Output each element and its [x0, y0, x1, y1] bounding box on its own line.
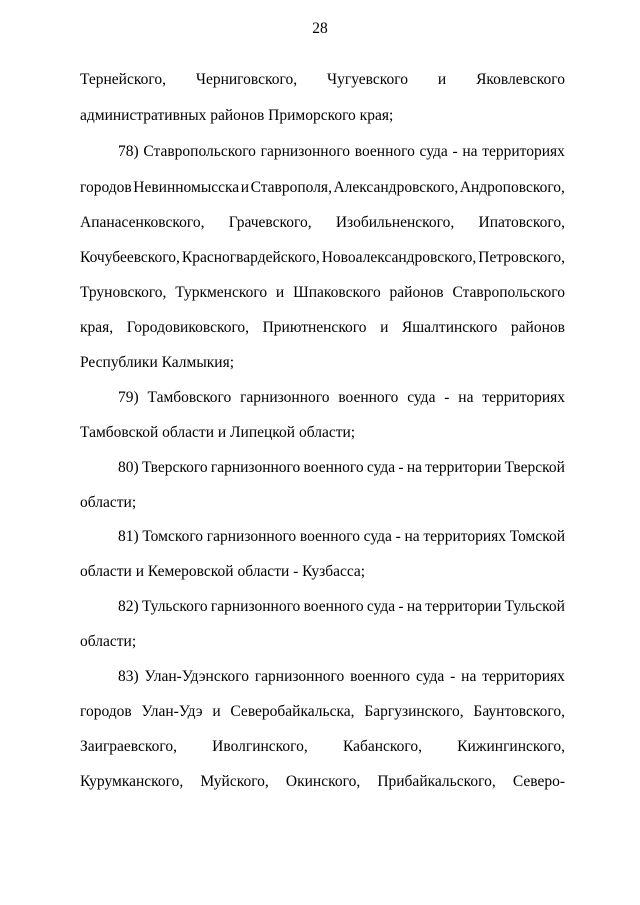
word: гарнизонного — [260, 143, 351, 160]
word: суда — [407, 389, 436, 406]
text-line — [80, 318, 565, 338]
word: на — [462, 143, 478, 160]
word: на — [406, 598, 423, 615]
word: военного — [303, 459, 364, 476]
word: Тверского — [141, 459, 208, 476]
word: Заиграевского, — [80, 738, 178, 755]
word: Невинномысска — [133, 179, 240, 196]
word: и — [380, 319, 389, 336]
word: военного — [350, 668, 411, 685]
text-line: Республики Калмыкия; — [80, 354, 235, 371]
text-line — [80, 178, 565, 198]
word: Прибайкальского, — [377, 773, 496, 790]
word: Петровского, — [478, 249, 565, 266]
word: территориях — [482, 143, 565, 160]
word: суда — [416, 668, 445, 685]
word: и — [437, 71, 447, 88]
word: Апанасенковского, — [80, 214, 205, 231]
word: 83) — [118, 668, 139, 685]
word: гарнизонного — [240, 389, 330, 406]
word: Ставрополя, — [250, 179, 332, 196]
text-line — [80, 248, 565, 268]
word: Новоалександровского, — [321, 249, 477, 266]
word: Чугуевского — [327, 71, 408, 88]
word: Туркменского — [175, 284, 268, 301]
text-line — [118, 597, 565, 617]
text-line — [80, 702, 565, 722]
word: Томского — [142, 528, 204, 545]
word: военного — [299, 528, 360, 545]
text-line — [80, 213, 565, 233]
word: территориях — [482, 668, 565, 685]
word: Городовиковского, — [126, 319, 250, 336]
word: Иволгинского, — [212, 738, 308, 755]
word: на — [458, 389, 474, 406]
word: Тернейского, — [80, 71, 166, 88]
word: военного — [303, 598, 364, 615]
word: Александровского, — [333, 179, 459, 196]
word: Ставропольского — [452, 284, 565, 301]
text-line: административных районов Приморского края; — [80, 107, 394, 124]
word: Улан-Удэ — [141, 703, 203, 720]
word: 80) — [118, 459, 139, 476]
word: - — [450, 668, 456, 685]
word: суда — [419, 143, 448, 160]
word: Яковлевского — [476, 71, 565, 88]
word: Баунтовского, — [473, 703, 565, 720]
word: Тамбовского — [147, 389, 232, 406]
word: Томской — [509, 528, 565, 545]
word: Северо- — [512, 773, 565, 790]
text-line: области; — [80, 494, 137, 511]
word: - — [398, 459, 404, 476]
word: городов — [80, 179, 132, 196]
word: 81) — [118, 528, 139, 545]
text-line — [80, 283, 565, 303]
word: на — [404, 528, 420, 545]
word: и — [212, 703, 221, 720]
word: - — [444, 389, 450, 406]
word: суда — [366, 459, 396, 476]
word: и — [240, 179, 250, 196]
word: суда — [366, 598, 396, 615]
word: Окинского, — [285, 773, 361, 790]
text-line — [80, 772, 565, 792]
text-line — [80, 737, 565, 757]
word: районов — [510, 319, 565, 336]
word: военного — [338, 389, 399, 406]
word: Кабанского, — [342, 738, 422, 755]
word: Баргузинского, — [364, 703, 464, 720]
word: Ипатовского, — [478, 214, 565, 231]
word: гарнизонного — [210, 598, 301, 615]
word: Красногвардейского, — [181, 249, 320, 266]
page-number: 28 — [312, 20, 328, 37]
text-line: области; — [80, 633, 137, 650]
word: Тверской — [504, 459, 565, 476]
word: гарнизонного — [206, 528, 297, 545]
text-line: области и Кемеровской области - Кузбасса; — [80, 563, 366, 580]
word: Труновского, — [80, 284, 167, 301]
word: Северобайкальска, — [230, 703, 355, 720]
word: городов — [80, 703, 132, 720]
word: 79) — [118, 389, 139, 406]
word: гарнизонного — [210, 459, 301, 476]
word: Кочубеевского, — [80, 249, 180, 266]
text-line — [118, 388, 565, 408]
word: военного — [354, 143, 415, 160]
text-line — [118, 458, 565, 478]
word: Приютненского — [262, 319, 367, 336]
word: - — [452, 143, 458, 160]
word: Муйского, — [200, 773, 269, 790]
word: районов — [389, 284, 444, 301]
word: на — [406, 459, 423, 476]
word: территории — [425, 598, 502, 615]
word: Андроповского, — [459, 179, 565, 196]
word: Черниговского, — [195, 71, 298, 88]
word: Яшалтинского — [401, 319, 498, 336]
word: гарнизонного — [254, 668, 345, 685]
word: и — [275, 284, 285, 301]
word: Изобильненского, — [335, 214, 455, 231]
word: Грачевского, — [228, 214, 312, 231]
text-line: Тамбовской области и Липецкой области; — [80, 424, 356, 441]
word: Тульского — [141, 598, 208, 615]
word: Шпаковского — [293, 284, 381, 301]
text-line — [118, 667, 565, 687]
word: Улан-Удэнского — [144, 668, 249, 685]
word: 78) — [118, 143, 139, 160]
word: края, — [80, 319, 114, 336]
word: Ставропольского — [143, 143, 256, 160]
word: - — [395, 528, 401, 545]
word: на — [461, 668, 477, 685]
word: Курумканского, — [80, 773, 184, 790]
word: 82) — [118, 598, 139, 615]
text-line — [80, 70, 565, 90]
word: территориях — [423, 528, 507, 545]
text-line — [118, 527, 565, 547]
word: Тульской — [504, 598, 565, 615]
word: суда — [363, 528, 392, 545]
word: территории — [425, 459, 502, 476]
text-line — [118, 142, 565, 162]
word: Кижингинского, — [457, 738, 565, 755]
word: - — [398, 598, 404, 615]
word: территориях — [482, 389, 565, 406]
